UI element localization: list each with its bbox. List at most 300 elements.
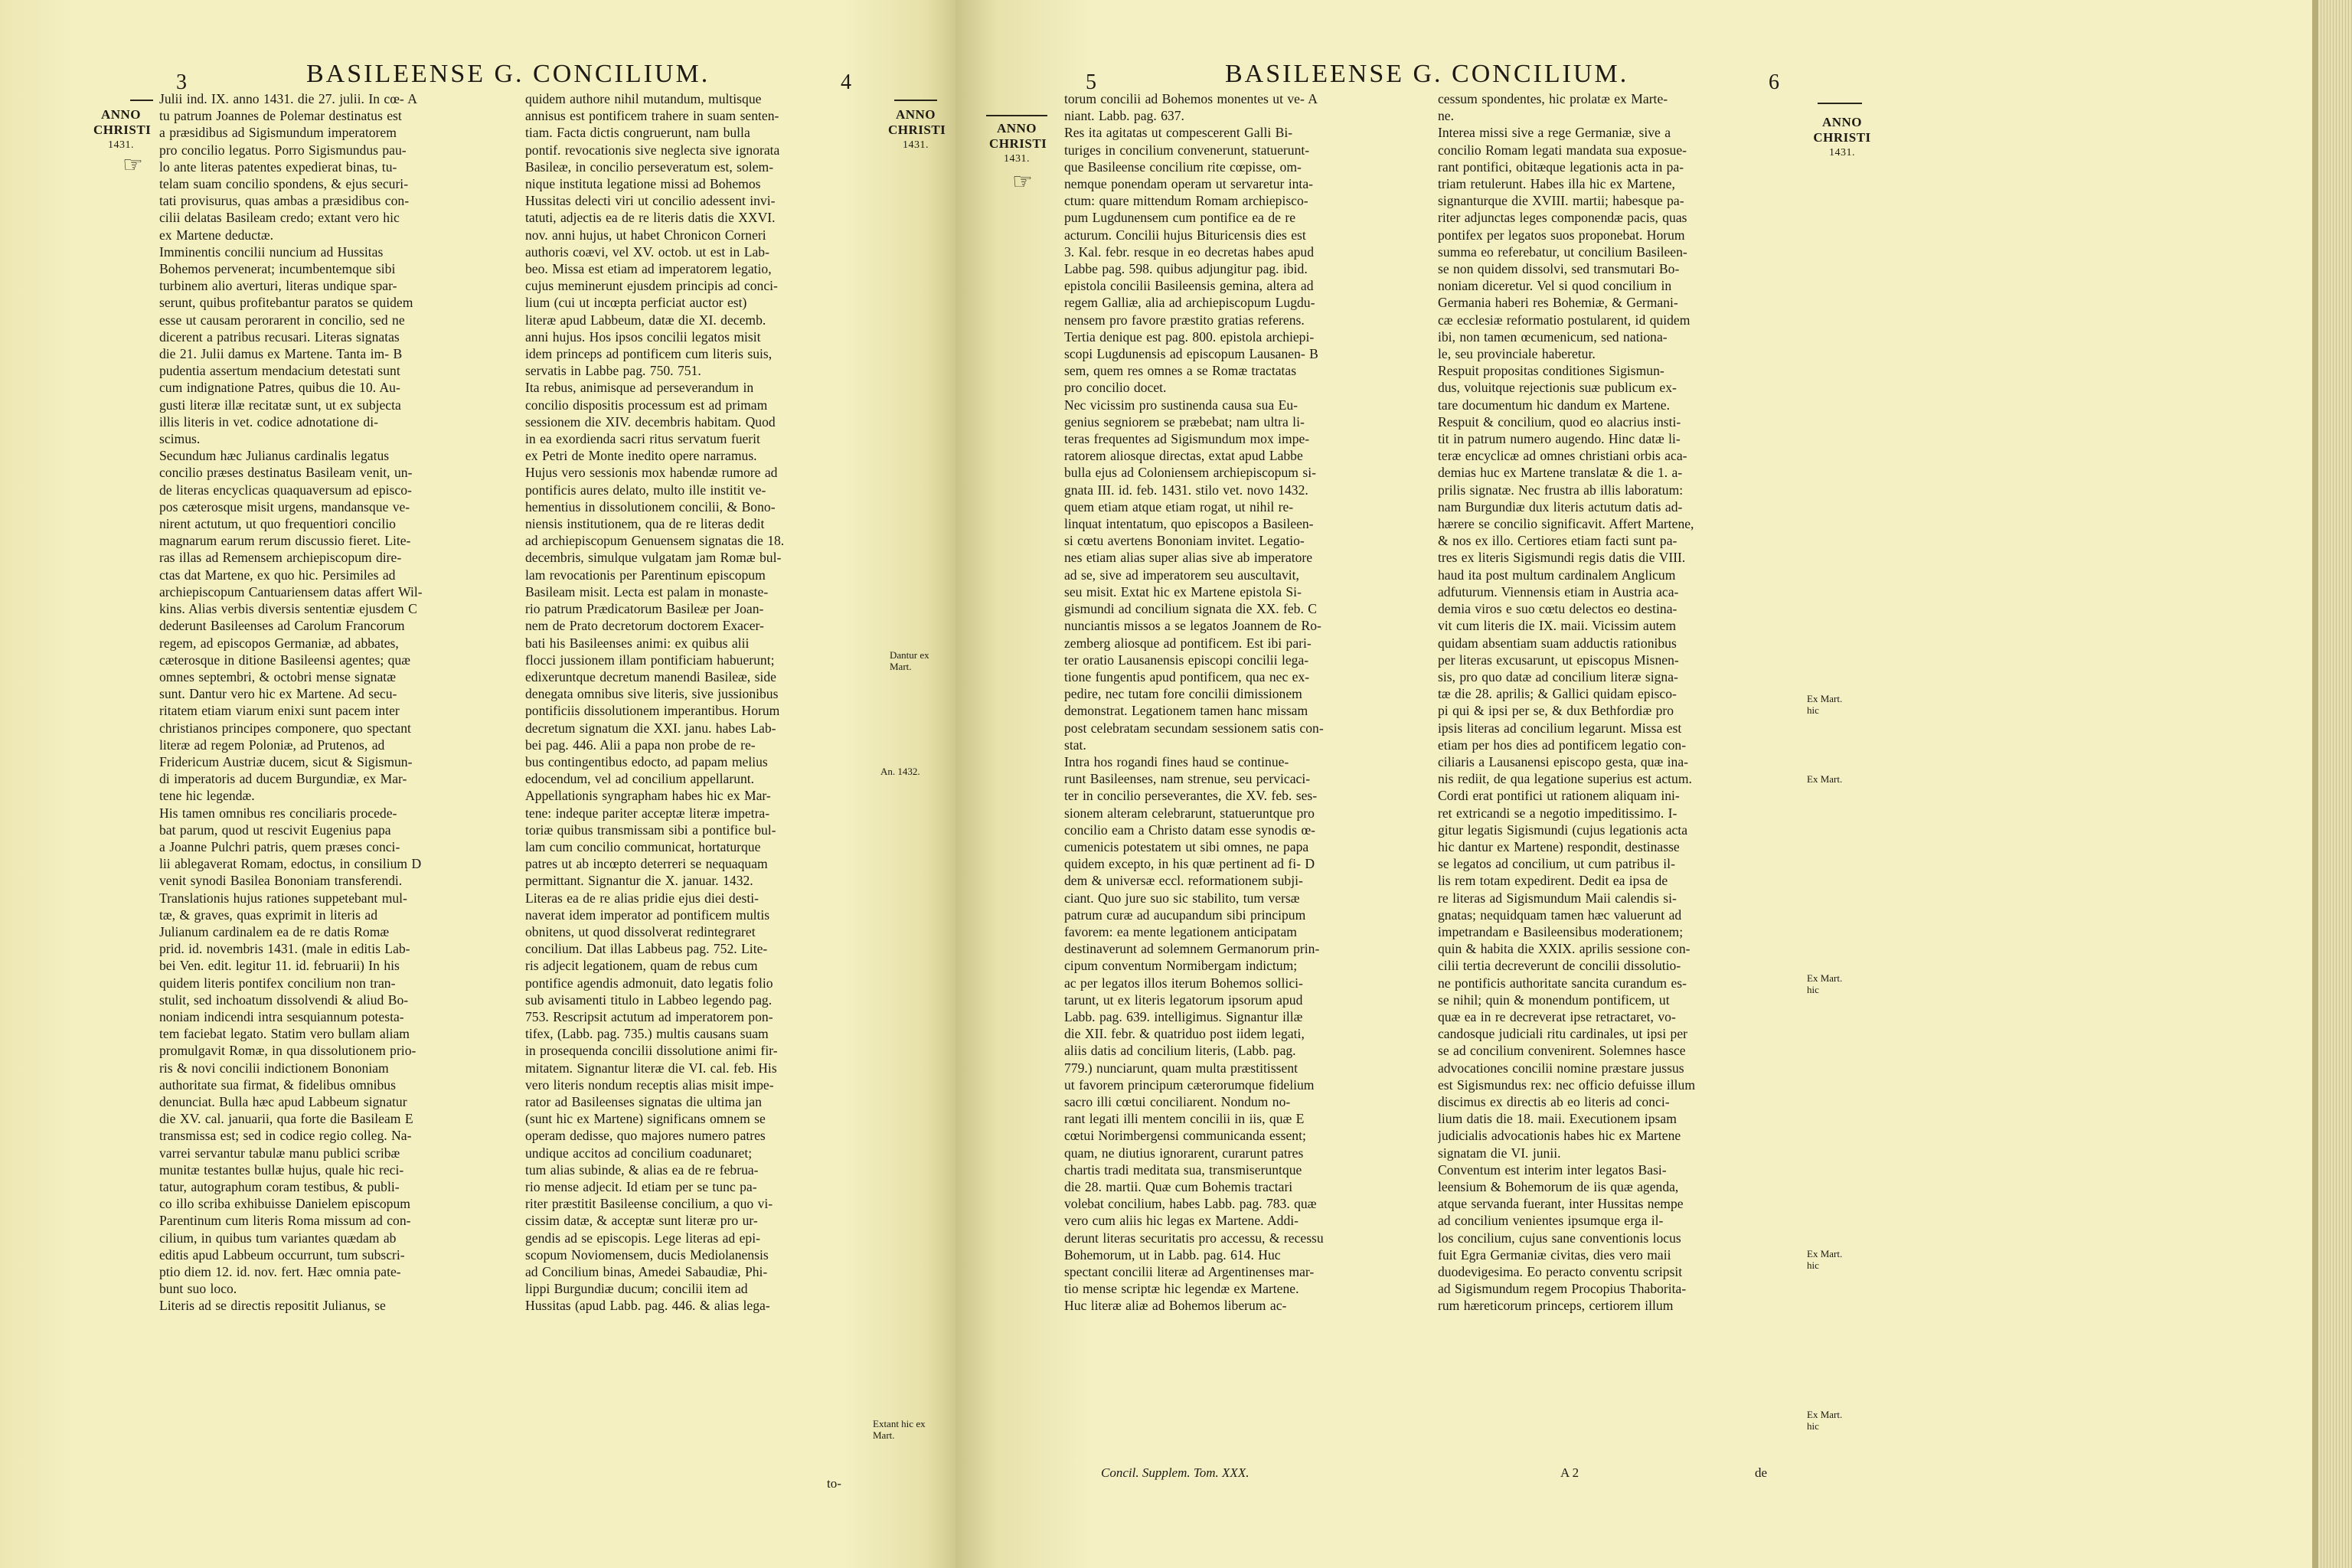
text-line: lam revocationis per Parentinum episcopum — [525, 567, 766, 583]
text-line: signatam die VI. junii. — [1438, 1145, 1561, 1161]
text-line: ibi, non tamen œcumenicum, sed nationa- — [1438, 328, 1668, 345]
text-line: cujus meminerunt ejusdem principis ad conci- — [525, 278, 778, 294]
text-line: quidem authore nihil mutandum, multisque — [525, 91, 762, 106]
text-line: & nos ex illo. Certiores etiam facti sunt pa- — [1438, 533, 1677, 549]
text-line: cissim datæ, & acceptæ sunt literæ pro ur- — [525, 1213, 758, 1229]
text-line: ac per legatos illos iterum Bohemos sollici- — [1064, 975, 1303, 991]
text-line: illis literis in vet. codice adnotatione di- — [159, 413, 378, 430]
text-line: destinaverunt ad solemnem Germanorum prin- — [1064, 941, 1320, 957]
text-line: ut favorem principum cæterorumque fidelium — [1064, 1076, 1315, 1093]
page-edges — [2318, 0, 2352, 1568]
text-line: ter oratio Lausanensis episcopi concilii lega- — [1064, 652, 1309, 668]
text-line: pos cæterosque misit urgens, mandansque ve- — [159, 498, 410, 514]
text-line: rator ad Basileenses signatas die ultima jan — [525, 1093, 762, 1109]
text-line: ipsis literas ad concilium legarunt. Missa est — [1438, 720, 1682, 736]
text-line: Translationis hujus rationes suppetebant mul- — [159, 890, 407, 906]
text-line: decretum signatum die XXI. janu. habes Lab- — [525, 720, 776, 736]
text-line: sis, pro quo datæ ad concilium literæ signa- — [1438, 668, 1678, 684]
catchword: to- — [827, 1476, 841, 1491]
text-line: que Basileense concilium rite cœpisse, om- — [1064, 158, 1302, 175]
text-line: demias huc ex Martene translatæ & die 1. a- — [1438, 465, 1683, 481]
text-line: decembris, simulque vulgatam jam Romæ bul- — [525, 550, 782, 566]
text-line: mitatem. Signantur literæ die VI. cal. feb. His — [525, 1060, 777, 1076]
text-line: duodevigesima. Eo peracto conventu scripsit — [1438, 1264, 1683, 1280]
side-label-line: CHRISTI — [1813, 130, 1871, 145]
text-line: nes etiam alias super alias sive ab imperatore — [1064, 550, 1313, 566]
text-line: Imminentis concilii nuncium ad Hussitas — [159, 243, 384, 260]
text-line: pontificiis dissolutionem imperantibus. Horum — [525, 703, 780, 719]
text-line: idem princeps ad pontificem cum literis suis, — [525, 346, 773, 362]
text-line: die XII. febr. & quatriduo post iidem legati, — [1064, 1026, 1305, 1042]
text-line: tiam. Facta dictis congruerunt, nam bulla — [525, 125, 750, 141]
text-line: ctas dat Martene, ex quo hic. Persimiles ad — [159, 567, 396, 583]
text-line: magnarum earum rerum discussio fieret. Lite- — [159, 533, 411, 549]
text-line: sub avisamenti titulo in Labbeo legendo pag. — [525, 991, 773, 1008]
text-line: tæ die 28. aprilis; & Gallici quidam episco- — [1438, 686, 1677, 702]
text-line: Labb. pag. 639. intelligimus. Signantur illæ — [1064, 1008, 1303, 1024]
side-label-line: 1431. — [1829, 147, 1855, 158]
text-line: volebat concilium, habes Labb. pag. 783. quæ — [1064, 1196, 1317, 1212]
text-line: bati his Basileenses animi: ex quibus alii — [525, 635, 750, 651]
text-line: ne. — [1438, 108, 1455, 124]
text-line: lippi Burgundiæ ducum; concilii item ad — [525, 1281, 748, 1297]
text-line: tarunt, ut ex literis legatorum ipsorum apud — [1064, 991, 1303, 1008]
text-line: niensis institutionem, qua de re literas dedit — [525, 516, 765, 532]
text-line: ciliaris a Lausanensi episcopo gesta, quæ ina- — [1438, 753, 1688, 769]
text-line: Julianum cardinalem ea de re datis Romæ — [159, 923, 390, 939]
text-line: beo. Missa est etiam ad imperatorem legatio, — [525, 261, 772, 277]
text-line: omnes septembri, & octobri mense signatæ — [159, 668, 396, 684]
text-line: quidem excepto, in his quæ pertinent ad fi- D — [1064, 856, 1315, 872]
text-line: lis rem totam expedirent. Dedit ea ipsa de — [1438, 873, 1668, 889]
text-line: edixeruntque decretum manendi Basileæ, side — [525, 668, 776, 684]
text-line: Secundum hæc Julianus cardinalis legatus — [159, 448, 390, 464]
text-line: summa eo referebatur, ut concilium Basileen- — [1438, 243, 1687, 260]
text-line: ris & novi concilii indictionem Bononiam — [159, 1060, 389, 1076]
text-line: triam retulerunt. Habes illa hic ex Martene, — [1438, 176, 1675, 192]
text-line: bei pag. 446. Alii a papa non probe de re- — [525, 737, 756, 753]
text-line: tati provisurus, quas ambas a præsidibus con- — [159, 193, 410, 209]
text-line: linquat intentatum, quo episcopos a Basileen- — [1064, 516, 1314, 532]
text-line: rum hæreticorum princeps, certiorem illum — [1438, 1298, 1674, 1314]
text-line: pro concilio legatus. Porro Sigismundus pau- — [159, 142, 407, 158]
margin-note: Dantur ex Mart. — [890, 649, 929, 672]
text-line: a Joanne Pulchri patris, quem præses conci- — [159, 838, 400, 854]
catchword: de — [1755, 1465, 1768, 1480]
text-line: bulla ejus ad Coloniensem archiepiscopum si- — [1064, 465, 1316, 481]
text-line: ex Martene deductæ. — [159, 227, 274, 243]
text-line: 3. Kal. febr. resque in eo decretas habes apud — [1064, 243, 1315, 260]
text-line: concilio præses destinatus Basileam venit, un- — [159, 465, 413, 481]
text-line: tatur, autographum coram testibus, & publi- — [159, 1179, 400, 1194]
text-line: operam dedisse, quo majores numero patres — [525, 1128, 766, 1144]
text-line: Intra hos rogandi fines haud se continue- — [1064, 753, 1289, 769]
text-line: denunciat. Bulla hæc apud Labbeum signatur — [159, 1093, 407, 1109]
text-line: turiges in concilium convenerunt, statuerunt- — [1064, 142, 1310, 158]
text-line: Hussitas delecti viri ut concilio adessent invi- — [525, 193, 776, 209]
left-page — [0, 0, 956, 1568]
page-number: 6 — [1769, 70, 1779, 94]
text-line: judicialis advocationis habes hic ex Martene — [1438, 1128, 1681, 1144]
text-line: bunt suo loco. — [159, 1281, 237, 1297]
text-line: Parentinum cum literis Roma missum ad con- — [159, 1213, 411, 1229]
text-line: His tamen omnibus res conciliaris procede- — [159, 805, 397, 821]
text-line: esse ut causam perorarent in concilio, sed ne — [159, 312, 405, 328]
text-line: varrei servantur tabulæ manu publici scribæ — [159, 1145, 400, 1161]
text-line: cipum conventum Normibergam indictum; — [1064, 958, 1298, 974]
text-line: edocendum, vel ad concilium appellarunt. — [525, 771, 755, 787]
page-number: 3 — [176, 70, 187, 94]
text-line: pi qui & ipsi per se, & dux Bethfordiæ pro — [1438, 703, 1674, 719]
text-line: in prosequenda concilii dissolutione animi fir- — [525, 1043, 778, 1059]
text-line: epistola concilii Basileensis gemina, altera ad — [1064, 278, 1314, 294]
text-line: obnitens, ut quod dissolverat redintegraret — [525, 923, 756, 939]
text-line: die XV. cal. januarii, qua forte die Basileam E — [159, 1111, 413, 1127]
text-line: cilii tertia decreverunt de concilii dissolutio- — [1438, 958, 1681, 974]
text-line: bei Ven. edit. legitur 11. id. februarii) In his — [159, 958, 400, 974]
text-line: se nihil; quin & monendum pontificem, ut — [1438, 991, 1670, 1008]
text-line: ad Sigismundum regem Procopius Thaborita- — [1438, 1281, 1687, 1297]
text-line: candosque judiciali ritu cardinales, ut ipsi per — [1438, 1026, 1688, 1042]
text-line: Huc literæ aliæ ad Bohemos liberum ac- — [1064, 1298, 1287, 1314]
text-line: Appellationis syngrapham habes hic ex Mar- — [525, 788, 771, 804]
text-line: 753. Rescripsit actutum ad imperatorem pon- — [525, 1008, 773, 1024]
text-line: stulit, sed inchoatum dissolvendi & aliud Bo- — [159, 991, 409, 1008]
text-line: regem, ad episcopos Germaniæ, ad abbates, — [159, 635, 399, 651]
text-line: vero cum aliis hic legas ex Martene. Addi- — [1064, 1213, 1298, 1229]
text-line: Literis ad se directis repositit Julianus, se — [159, 1298, 386, 1314]
text-line: Respuit propositas conditiones Sigismun- — [1438, 363, 1664, 379]
text-line: dicerent a patribus recusari. Literas signatas — [159, 328, 400, 345]
text-line: Labbe pag. 598. quibus adjungitur pag. ibid. — [1064, 261, 1308, 277]
text-line: sessionem die XIV. decembris habitam. Quod — [525, 413, 776, 430]
text-line: toriæ quibus transmissam sibi a pontifice bul- — [525, 822, 776, 838]
text-line: Respuit & concilium, quod eo alacrius insti- — [1438, 413, 1681, 430]
text-line: lam cum concilio communicat, hortaturque — [525, 838, 761, 854]
text-line: pontificis aures delato, multo ille institit ve- — [525, 482, 766, 498]
text-line: quidam absentiam suam adductis rationibus — [1438, 635, 1677, 651]
text-line: lo ante literas patentes expedierat binas, tu- — [159, 158, 397, 175]
text-line: los concilium, cujus sane conventionis locus — [1438, 1230, 1681, 1246]
pointing-hand-icon: ☞ — [122, 152, 143, 178]
text-line: prilis signatæ. Nec frustra ab illis laboratum: — [1438, 482, 1684, 498]
text-line: nem de Prato decretorum doctorem Exacer- — [525, 618, 764, 634]
text-line: patrum curæ ad aucupandum sibi principum — [1064, 906, 1306, 923]
text-line: flocci jussionem illam pontificiam habuerunt; — [525, 652, 775, 668]
text-line: rio patrum Prædicatorum Basileæ per Joan- — [525, 601, 764, 617]
text-line: concilio Romam legati mandata sua exposue- — [1438, 142, 1687, 158]
text-line: ad se, sive ad imperatorem seu auscultavit, — [1064, 567, 1299, 583]
rule — [130, 100, 153, 101]
text-line: ret extricandi se a negotio impeditissimo. I- — [1438, 805, 1677, 821]
text-line: advocationes concilii nomine præstare jussus — [1438, 1060, 1684, 1076]
text-line: ciant. Quo jure suo sic stabilito, tum versæ — [1064, 890, 1300, 906]
text-line: Nec vicissim pro sustinenda causa sua Eu- — [1064, 397, 1298, 413]
page-number: 5 — [1086, 70, 1096, 94]
text-line: gnatas; nequidquam tamen hæc valuerunt ad — [1438, 906, 1682, 923]
text-line: teræ encyclicæ ad omnes christiani orbis aca- — [1438, 448, 1687, 464]
text-line: di imperatoris ad ducem Burgundiæ, ex Mar- — [159, 771, 407, 787]
text-line: pontifex per legatos suos proponebat. Horum — [1438, 227, 1685, 243]
text-line: tum alias subinde, & alias ea de re februa- — [525, 1161, 759, 1178]
text-line: serunt, quibus profitebantur paratos se quidem — [159, 295, 413, 311]
text-line: tio mense scriptæ hic legendæ ex Martene. — [1064, 1281, 1299, 1297]
rule — [1818, 103, 1862, 104]
text-line: nique instituta legatione missi ad Bohemos — [525, 176, 761, 192]
text-line: Julii ind. IX. anno 1431. die 27. julii. In cœ- A — [159, 91, 417, 106]
text-line: aliis datis ad concilium literis, (Labb. pag. — [1064, 1043, 1296, 1059]
text-line: quin & habita die XXIX. aprilis sessione con- — [1438, 941, 1690, 957]
text-line: lium datis die 18. maii. Executionem ipsam — [1438, 1111, 1677, 1127]
text-line: quæ ea in re decreverat ipse retractaret, vo- — [1438, 1008, 1676, 1024]
text-line: denegata omnibus sive literis, sive jussionibus — [525, 686, 779, 702]
text-line: tene: indeque pariter acceptæ literæ impetra- — [525, 805, 770, 821]
text-line: ad Concilium binas, Amedei Sabaudiæ, Phi- — [525, 1264, 768, 1280]
text-line: gendis ad se episcopis. Lege literas ad epi- — [525, 1230, 760, 1246]
text-line: cilii delatas Basileam credo; extant vero hic — [159, 210, 400, 226]
text-line: ter in concilio perseverantes, die XV. feb. ses- — [1064, 788, 1318, 804]
text-line: pedire, nec tutam fore concilii dimissionem — [1064, 686, 1302, 702]
side-label-line: CHRISTI — [989, 136, 1047, 151]
text-line: Bohemos pervenerat; incumbentemque sibi — [159, 261, 396, 277]
text-line: turbinem alio averturi, literas undique spar- — [159, 278, 397, 294]
text-line: leensium & Bohemorum de iis quæ agenda, — [1438, 1179, 1679, 1194]
text-line: venit synodi Basilea Bononiam transferendi. — [159, 873, 403, 889]
side-label-line: 1431. — [108, 139, 134, 151]
text-line: stat. — [1064, 737, 1086, 753]
text-line: naverat idem imperator ad pontificem multis — [525, 906, 770, 923]
text-line: cæterosque in ditione Basileensi agentes; quæ — [159, 652, 410, 668]
text-line: pro concilio docet. — [1064, 380, 1167, 396]
margin-note: Ex Mart. hic — [1807, 972, 1843, 995]
text-line: ras illas ad Remensem archiepiscopum dire- — [159, 550, 402, 566]
text-line: fuit Egra Germaniæ civitas, dies vero maii — [1438, 1246, 1671, 1263]
text-line: permittant. Signantur die X. januar. 1432. — [525, 873, 753, 889]
text-column-left — [1064, 90, 1424, 1315]
text-line: patres ut ab incœpto deterreri se nequaquam — [525, 856, 768, 872]
text-column-right — [1438, 90, 1798, 1315]
text-line: per literas excusarunt, ut episcopus Misnen- — [1438, 652, 1679, 668]
text-line: hementius in dissolutionem concilii, & Bono- — [525, 498, 776, 514]
text-line: teras frequentes ad Sigismundum mox impe- — [1064, 431, 1310, 447]
margin-note: An. 1432. — [880, 766, 920, 777]
text-line: die 28. martii. Quæ cum Bohemis tractari — [1064, 1179, 1293, 1194]
text-line: Cordi erat pontifici ut rationem aliquam ini- — [1438, 788, 1680, 804]
text-line: torum concilii ad Bohemos monentes ut ve- A — [1064, 91, 1318, 106]
text-line: scimus. — [159, 431, 201, 447]
text-line: nunciantis missos a se legatos Joannem de Ro- — [1064, 618, 1321, 634]
text-line: pudentia assertum mendacium detestati sunt — [159, 363, 400, 379]
text-line: concilio eam a Christo datam esse synodis œ- — [1064, 822, 1316, 838]
text-line: sunt. Dantur vero hic ex Martene. Ad secu- — [159, 686, 397, 702]
text-line: post celebratam secundam sessionem satis con- — [1064, 720, 1324, 736]
text-line: Bohemorum, ut in Labb. pag. 614. Huc — [1064, 1246, 1281, 1263]
text-line: undique accitos ad concilium coadunaret; — [525, 1145, 753, 1161]
text-line: se legatos ad concilium, ut cum patribus il- — [1438, 856, 1675, 872]
text-line: cum indignatione Patres, quibus die 10. Au- — [159, 380, 400, 396]
text-line: quam, ne diutius ignorarent, curarunt patres — [1064, 1145, 1304, 1161]
text-line: scopi Lugdunensis ad episcopum Lausanen- B — [1064, 346, 1318, 362]
text-line: discimus ex directis ab eo literis ad conci- — [1438, 1093, 1670, 1109]
text-line: cilium, in quibus tum variantes quædam ab — [159, 1230, 397, 1246]
margin-note: Ex Mart. hic — [1807, 1409, 1843, 1432]
text-line: tu patrum Joannes de Polemar destinatus est — [159, 108, 402, 124]
side-label-line: CHRISTI — [888, 122, 946, 137]
margin-note: Ex Mart. hic — [1807, 1248, 1843, 1271]
side-label-year — [93, 107, 152, 153]
text-line: kins. Alias verbis diversis sententiæ ejusdem C — [159, 601, 417, 617]
signature-mark: A 2 — [1560, 1465, 1579, 1480]
text-line: niant. Labb. pag. 637. — [1064, 108, 1184, 124]
text-line: in ea exordienda sacri ritus servatum fuerit — [525, 431, 760, 447]
text-line: Ita rebus, animisque ad perseverandum in — [525, 380, 754, 396]
text-line: gusti literæ illæ recitatæ sunt, ut ex subjecta — [159, 397, 401, 413]
text-line: hærere se concilio significavit. Affert Martene, — [1438, 516, 1694, 532]
text-line: dem & universæ eccl. reformationem subji- — [1064, 873, 1303, 889]
text-line: concilio dispositis processum est ad primam — [525, 397, 768, 413]
text-line: cæ ecclesiæ reformatio postularent, id quidem — [1438, 312, 1690, 328]
text-line: pontif. revocationis sive neglecta sive ignorata — [525, 142, 780, 158]
text-line: derunt literas securitatis pro accessu, & recessu — [1064, 1230, 1324, 1246]
text-line: rant pontifici, obitæque legationis acta in pa- — [1438, 158, 1684, 175]
text-line: dederunt Basileenses ad Carolum Francorum — [159, 618, 405, 634]
footer-signature-line: Concil. Supplem. Tom. XXX. — [1101, 1465, 1250, 1480]
text-line: nam Burgundiæ dux literis actutum datis ad- — [1438, 498, 1683, 514]
text-line: tifex, (Labb. pag. 735.) multis causans suam — [525, 1026, 769, 1042]
text-line: spectant concilii literæ ad Argentinenses mar- — [1064, 1264, 1315, 1280]
text-line: est Sigismundus rex: nec officio defuisse illum — [1438, 1076, 1696, 1093]
text-line: demonstrat. Legationem tamen hanc missam — [1064, 703, 1308, 719]
text-line: Basileæ, in concilio perseveratum est, solem- — [525, 158, 774, 175]
text-line: literæ ad regem Poloniæ, ad Prutenos, ad — [159, 737, 385, 753]
text-line: etiam per hos dies ad pontificem legatio con- — [1438, 737, 1687, 753]
text-line: seu misit. Extat hic ex Martene epistola Si- — [1064, 583, 1302, 599]
text-line: adfuturum. Viennensis etiam in Austria aca- — [1438, 583, 1679, 599]
rule — [894, 100, 937, 101]
text-line: ris adjecit legationem, quam de rebus cum — [525, 958, 758, 974]
side-label-line: 1431. — [1004, 153, 1030, 165]
text-line: tatuti, adjectis ea de re literis datis die XXVI. — [525, 210, 776, 226]
text-line: rant legati illi mentem concilii in iis, quæ E — [1064, 1111, 1305, 1127]
text-line: ad archiepiscopum Genuensem signatas die 18. — [525, 533, 785, 549]
text-line: Fridericum Austriæ ducem, sicut & Sigismun- — [159, 753, 413, 769]
text-line: sacro illi cœtui conciliarent. Nondum no- — [1064, 1093, 1291, 1109]
text-line: (sunt hic ex Martene) significans omnem se — [525, 1111, 766, 1127]
text-line: editis apud Labbeum occurrunt, tum subscri- — [159, 1246, 405, 1263]
text-line: nis rediit, de qua legatione superius est actum. — [1438, 771, 1692, 787]
text-line: servatis in Labbe pag. 750. 751. — [525, 363, 701, 379]
text-line: si cœtu avertens Bononiam invitet. Legatio- — [1064, 533, 1305, 549]
text-line: riter præstitit Basileense concilium, a quo vi- — [525, 1196, 773, 1212]
text-line: christianos principes componere, quo spectant — [159, 720, 411, 736]
side-label-line: ANNO — [895, 107, 936, 122]
margin-note: Ex Mart. hic — [1807, 693, 1843, 716]
text-line: Res ita agitatas ut compescerent Galli Bi- — [1064, 125, 1293, 141]
text-line: bus contingentibus edocto, ad papam melius — [525, 753, 768, 769]
margin-note: Ex Mart. — [1807, 773, 1843, 785]
page-header: BASILEENSE G. CONCILIUM. — [306, 60, 710, 88]
page-header: BASILEENSE G. CONCILIUM. — [1225, 60, 1629, 88]
text-line: tione fungentis apud pontificem, qua nec ex- — [1064, 668, 1310, 684]
text-line: signanturque die XVIII. martii; habesque pa- — [1438, 193, 1684, 209]
text-line: pum Lugdunensem cum pontifice ea de re — [1064, 210, 1296, 226]
side-label-line: ANNO — [100, 107, 142, 122]
text-line: gismundi ad concilium signata die XX. feb. C — [1064, 601, 1317, 617]
text-line: tem faciebat legato. Statim vero bullam aliam — [159, 1026, 410, 1042]
text-line: scopum Noviomensem, ducis Mediolanensis — [525, 1246, 769, 1263]
text-line: impetrandam e Basileensibus moderationem; — [1438, 923, 1684, 939]
text-line: genius segniorem se præbebat; nam ultra li- — [1064, 413, 1305, 430]
text-line: le, seu provinciale haberetur. — [1438, 346, 1596, 362]
text-line: ne pontificis authoritate sancita curandum es- — [1438, 975, 1687, 991]
text-line: cessum spondentes, hic prolatæ ex Marte- — [1438, 91, 1668, 106]
text-line: lium (cui ut incœpta perficiat auctor est) — [525, 295, 747, 311]
text-line: quem etiam atque etiam rogat, ut nihil re- — [1064, 498, 1294, 514]
text-line: tres ex literis Sigismundi regis datis die VIII. — [1438, 550, 1686, 566]
text-line: favorem: ea mente legationem anticipatam — [1064, 923, 1297, 939]
text-line: nirent actutum, ut quo frequentiori concilio — [159, 516, 396, 532]
text-line: gitur legatis Sigismundi (cujus legationis acta — [1438, 822, 1688, 838]
text-line: cœtui Norimbergensi communicanda essent; — [1064, 1128, 1306, 1144]
text-column-left — [159, 90, 507, 1315]
text-line: Hujus vero sessionis mox habendæ rumore ad — [525, 465, 778, 481]
text-line: 779.) nunciarunt, quam multa præstitissent — [1064, 1060, 1298, 1076]
text-line: tit in patrum numero augendo. Hinc datæ li- — [1438, 431, 1681, 447]
text-line: atque servanda fuerant, inter Hussitas nempe — [1438, 1196, 1684, 1212]
text-line: haud ita post multum cardinalem Anglicum — [1438, 567, 1676, 583]
text-line: zemberg aliosque ad pontificem. Est ibi pari- — [1064, 635, 1312, 651]
text-line: authoris coævi, vel XV. octob. ut est in Lab- — [525, 243, 769, 260]
text-line: anni hujus. Hos ipsos concilii legatos misit — [525, 328, 761, 345]
text-line: die 21. Julii damus ex Martene. Tanta im- B — [159, 346, 403, 362]
text-line: transmissa est; sed in codice regio colleg. Na- — [159, 1128, 412, 1144]
text-line: demia viros e suo cœtu delectos eo destina- — [1438, 601, 1677, 617]
text-line: tæ, & graves, quas exprimit in literis ad — [159, 906, 378, 923]
text-line: tare documentum hic dandum ex Martene. — [1438, 397, 1671, 413]
text-line: Germania haberi res Bohemiæ, & Germani- — [1438, 295, 1678, 311]
text-line: sem, quem res omnes a se Romæ tractatas — [1064, 363, 1297, 379]
text-line: a præsidibus ad Sigismundum imperatorem — [159, 125, 397, 141]
text-line: Conventum est interim inter legatos Basi- — [1438, 1161, 1667, 1178]
text-line: regem Galliæ, alia ad archiepiscopum Lugdu- — [1064, 295, 1315, 311]
text-line: de literas encyclicas quaquaversum ad episco- — [159, 482, 412, 498]
text-line: noniam indicendi intra sesquiannum potesta- — [159, 1008, 404, 1024]
side-label-line: CHRISTI — [93, 122, 152, 137]
text-line: bat parum, quod ut rescivit Eugenius papa — [159, 822, 391, 838]
text-line: co illo scriba exhibuisse Danielem episcopum — [159, 1196, 410, 1212]
text-line: ex Petri de Monte inedito opere narramus. — [525, 448, 757, 464]
text-line: runt Basileenses, nam strenue, seu pervicaci- — [1064, 771, 1311, 787]
text-line: authoritate sua firmat, & fidelibus omnibus — [159, 1076, 396, 1093]
text-line: ratorem aliosque directas, extat apud Labbe — [1064, 448, 1303, 464]
text-line: annisus est pontificem trahere in suam senten- — [525, 108, 779, 124]
text-line: ad concilium venientes ipsumque erga il- — [1438, 1213, 1664, 1229]
text-line: nemque ponendam operam ut servaretur inta- — [1064, 176, 1313, 192]
text-line: concilium. Dat illas Labbeus pag. 752. Lite- — [525, 941, 768, 957]
side-label-year — [989, 121, 1047, 167]
side-label-line: ANNO — [996, 121, 1037, 136]
text-line: Tertia denique est pag. 800. epistola archiepi- — [1064, 328, 1315, 345]
margin-note: Extant hic ex Mart. — [873, 1418, 926, 1441]
text-line: Literas ea de re alias pridie ejus diei desti- — [525, 890, 760, 906]
right-page — [956, 0, 2318, 1568]
side-label-line: 1431. — [903, 139, 929, 151]
text-line: noniam diceretur. Vel si quod concilium in — [1438, 278, 1672, 294]
text-line: archiepiscopum Cantuariensem datas affert Wil- — [159, 583, 423, 599]
pointing-hand-icon: ☞ — [1012, 169, 1033, 194]
page-number: 4 — [841, 70, 851, 94]
side-label-year — [1813, 115, 1871, 161]
